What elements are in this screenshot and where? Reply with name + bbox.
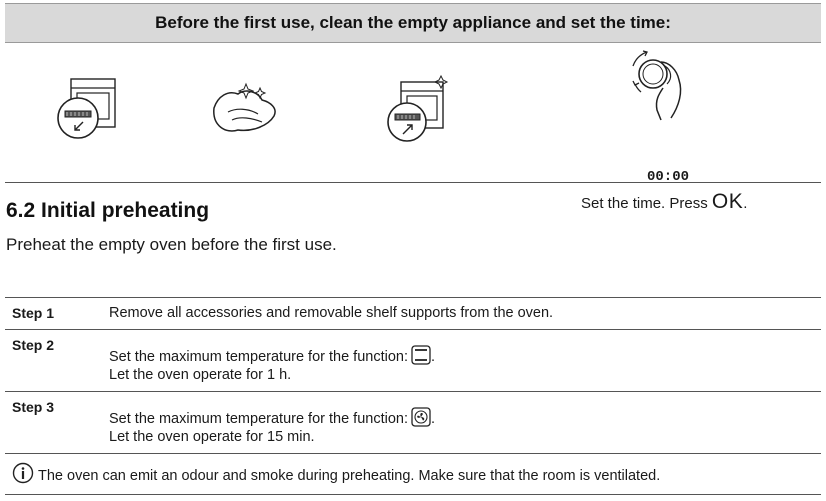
step-text	[109, 304, 553, 322]
banner-title: Before the first use, clean the empty appliance and set the time:	[155, 13, 671, 32]
set-time-text: Set the time. Press	[581, 195, 708, 212]
instruction-banner	[5, 3, 821, 43]
step-instruction: Set the maximum temperature for the function:	[109, 411, 408, 427]
step-instruction-end: .	[431, 411, 436, 427]
info-icon	[12, 462, 34, 488]
step-instruction-2: Let the oven operate for 1 h.	[109, 367, 292, 383]
table-top-border	[5, 297, 821, 298]
step-text	[109, 345, 435, 384]
section-intro: Preheat the empty oven before the first use.	[6, 235, 337, 254]
true-fan-icon	[411, 407, 431, 427]
info-note	[12, 462, 660, 488]
step-instruction-end: .	[431, 349, 436, 365]
table-row-divider	[5, 391, 821, 392]
step-label: Step 2	[12, 337, 55, 353]
step-instruction: Set the maximum temperature for the function:	[109, 349, 408, 365]
set-time-instruction	[581, 190, 747, 214]
set-time-trailing: .	[743, 195, 748, 212]
reinstall-accessories-icon	[383, 74, 453, 144]
top-bottom-heat-icon	[411, 345, 431, 365]
divider	[5, 182, 821, 183]
info-note-text: The oven can emit an odour and smoke during preheating. Make sure that the room is ventilated.	[38, 468, 661, 484]
step-instruction: Remove all accessories and removable shelf supports from the oven.	[109, 305, 554, 321]
step-text	[109, 407, 435, 446]
clean-wipe-icon	[208, 78, 284, 142]
section-heading: 6.2 Initial preheating	[6, 199, 210, 222]
bottom-divider	[5, 494, 821, 495]
step-label: Step 3	[12, 399, 55, 415]
ok-label: OK	[711, 190, 744, 213]
set-time-knob-icon	[621, 48, 693, 124]
time-display: 00:00	[647, 169, 690, 185]
table-bottom-border	[5, 453, 821, 454]
step-label: Step 1	[12, 305, 55, 321]
table-row-divider	[5, 329, 821, 330]
step-instruction-2: Let the oven operate for 15 min.	[109, 429, 315, 445]
remove-accessories-icon	[53, 76, 119, 142]
